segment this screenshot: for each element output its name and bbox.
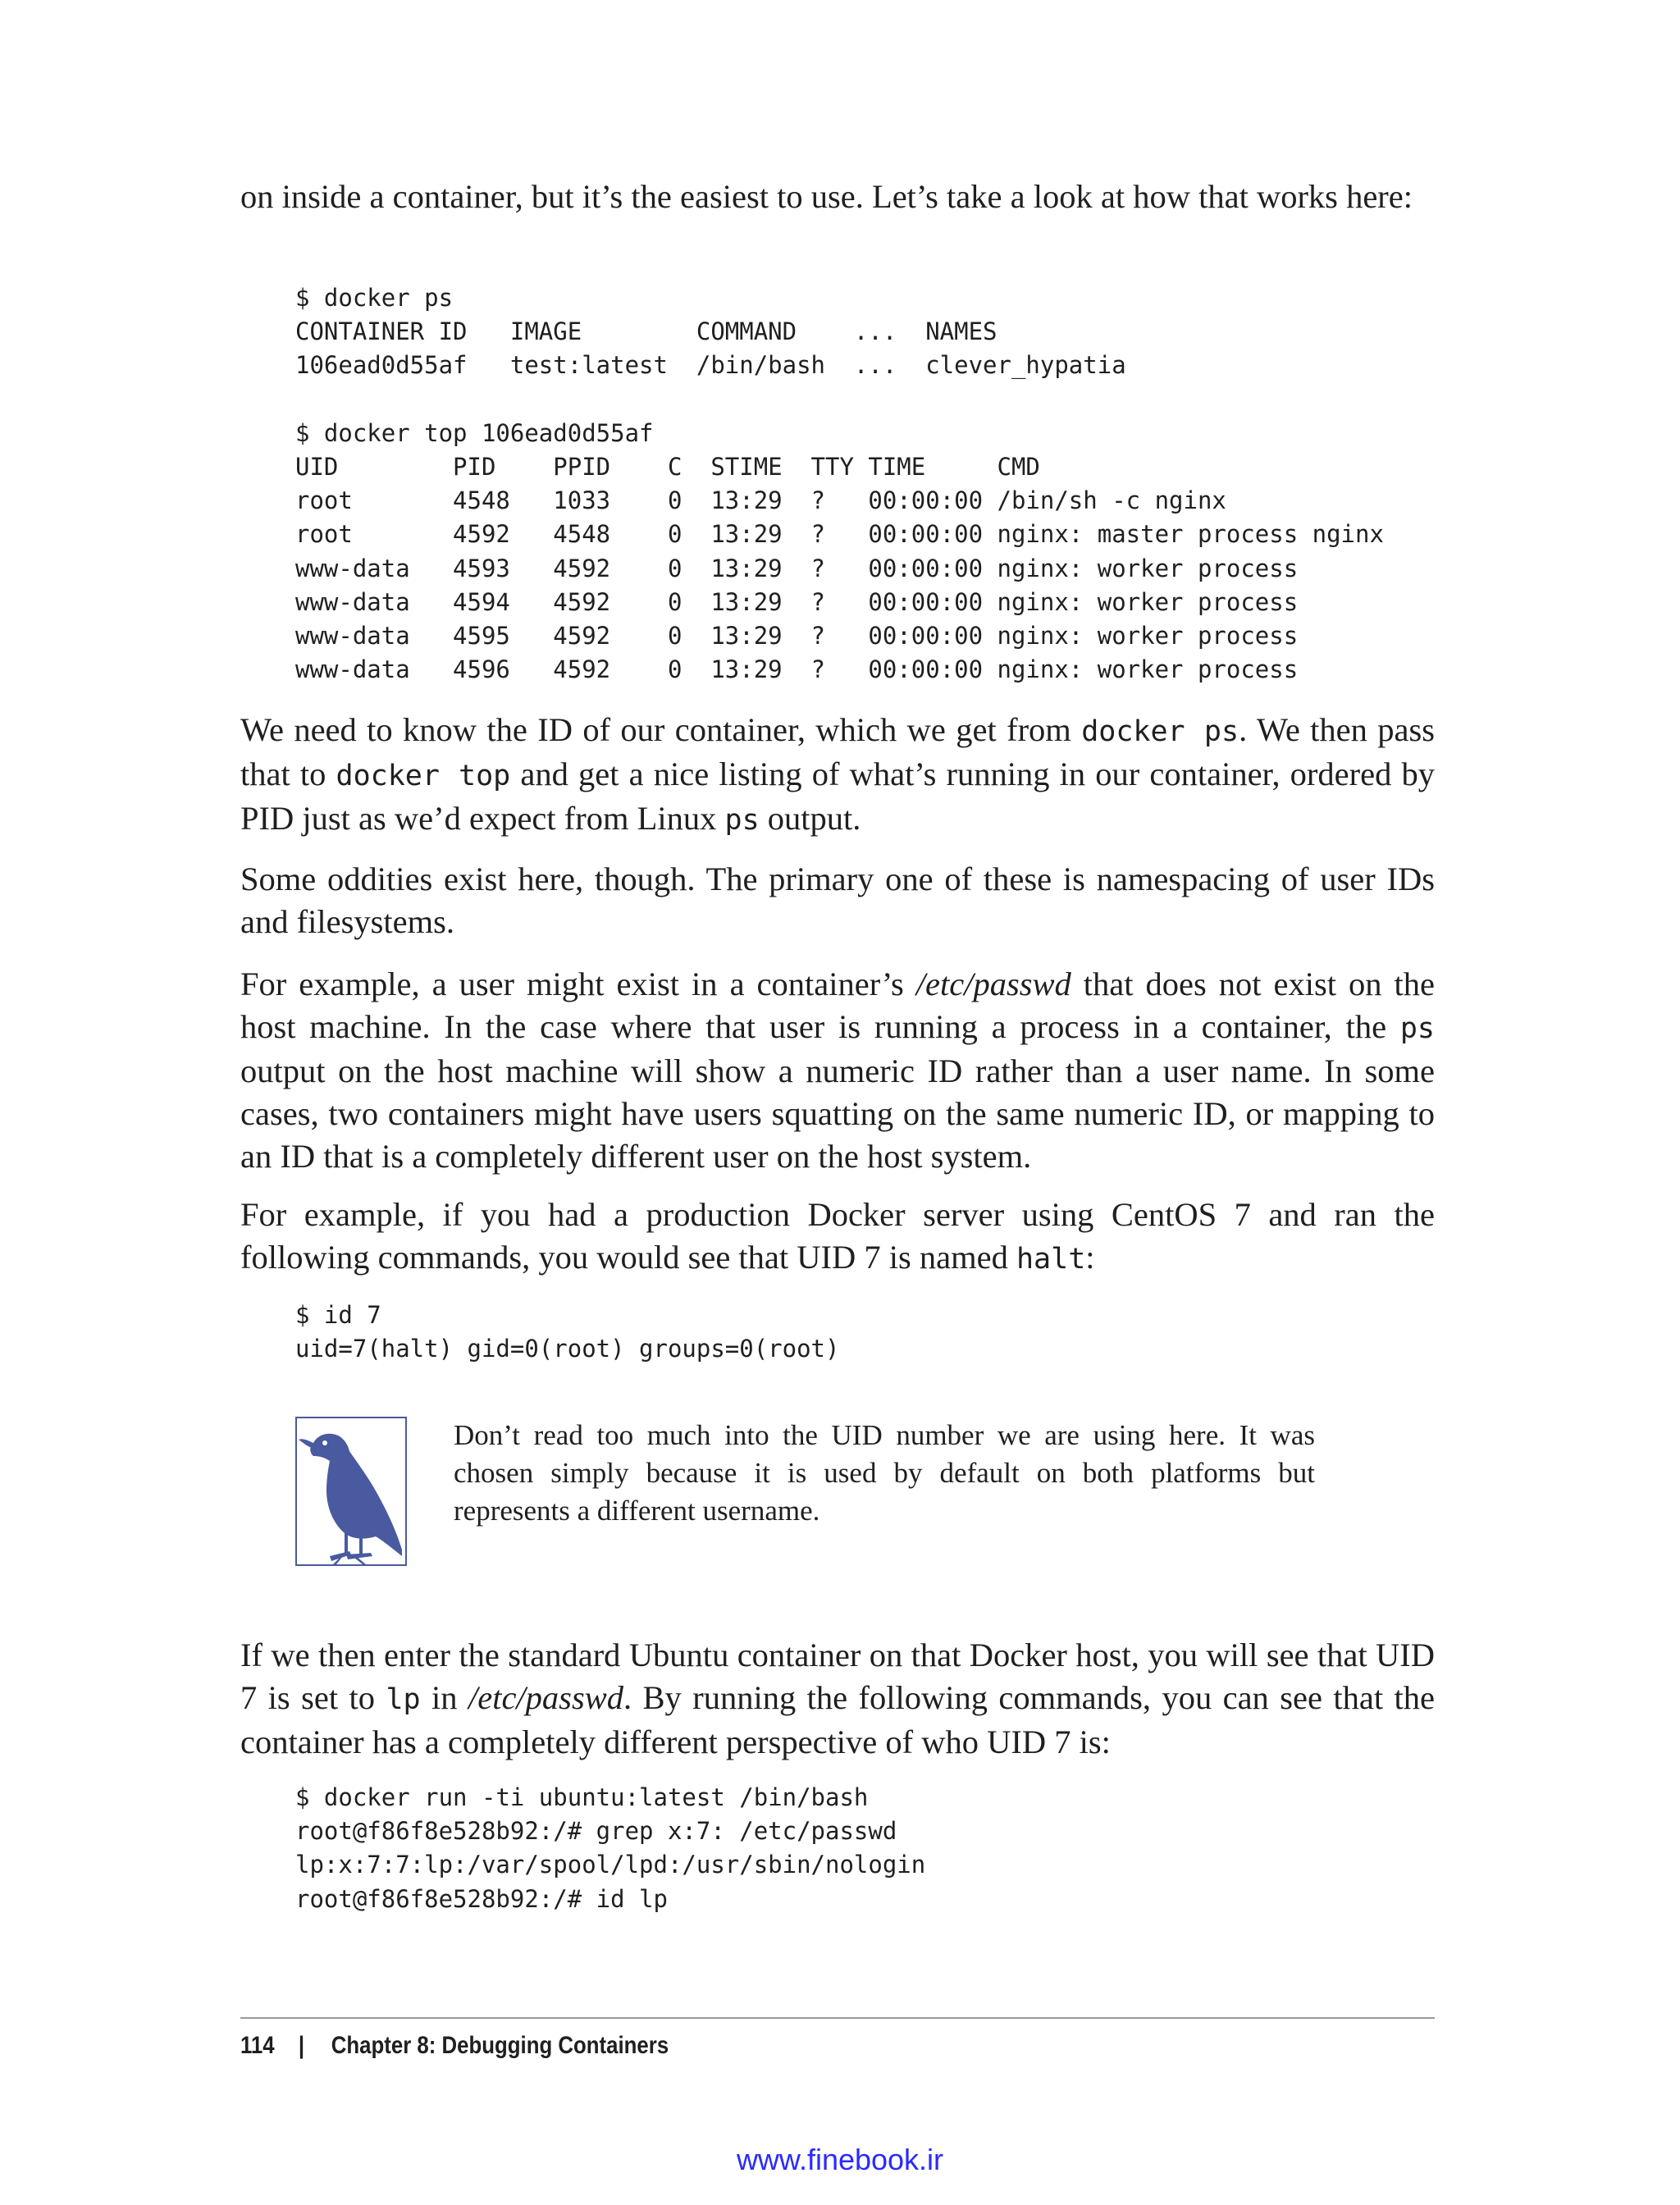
inline-code: lp [386,1683,421,1716]
code-line: root 4548 1033 0 13:29 ? 00:00:00 /bin/sh -c nginx [295,486,1226,515]
code-block-id [295,1299,839,1366]
footer-separator: | [298,2032,305,2059]
inline-code: docker top [336,760,511,792]
code-line: uid=7(halt) gid=0(root) groups=0(root) [295,1335,840,1363]
paragraph-example-passwd: For example, a user might exist in a container’s /etc/passwd that does not exist on the host machine. In the case where that user is running a process in a container, the ps output on the host machine will show a numeric ID rather than a user name. In some cases, two containers might have users squatting on the same numeric ID, or mapping to an ID that is a completely different user on the host system. [240,966,1435,1175]
code-line: www-data 4595 4592 0 13:29 ? 00:00:00 nginx: worker process [295,622,1299,651]
page-footer [240,2029,669,2062]
code-line: CONTAINER ID IMAGE COMMAND ... NAMES [295,317,998,346]
code-line: root@f86f8e528b92:/# id lp [295,1884,668,1913]
code-line: root 4592 4548 0 13:29 ? 00:00:00 nginx: master process nginx [295,520,1384,549]
code-line: lp:x:7:7:lp:/var/spool/lpd:/usr/sbin/nologin [295,1851,926,1879]
code-line: 106ead0d55af test:latest /bin/bash ... clever_hypatia [295,351,1126,380]
inline-path: /etc/passwd [468,1679,623,1716]
crow-bird-icon [295,1417,407,1566]
page-number: 114 [240,2032,275,2059]
inline-code: ps [724,804,760,837]
code-line: $ docker ps [295,284,454,312]
paragraph-example-centos: For example, if you had a production Docker server using CentOS 7 and ran the following commands, you would see that UID 7 is named halt: [240,1196,1435,1276]
code-line: $ docker run -ti ubuntu:latest /bin/bash [295,1783,869,1811]
code-line: UID PID PPID C STIME TTY TIME CMD [295,453,1040,482]
paragraph-intro: on inside a container, but it’s the easiest to use. Let’s take a look at how that works here: [240,178,1413,215]
inline-path: /etc/passwd [915,966,1071,1002]
paragraph-oddities: Some oddities exist here, though. The primary one of these is namespacing of user IDs and filesystems. [240,861,1435,940]
inline-code: halt [1016,1243,1086,1276]
code-block-docker-ps [295,281,1384,687]
chapter-title: Chapter 8: Debugging Containers [331,2032,669,2059]
code-block-docker-run [295,1781,925,1916]
code-line: $ id 7 [295,1301,381,1329]
footer-rule [240,2017,1435,2019]
note-text: Don’t read too much into the UID number we are using here. It was chosen simply because it is used by default on both platforms but represents a different username. [454,1419,1315,1527]
paragraph-ubuntu: If we then enter the standard Ubuntu container on that Docker host, you will see that UID 7 is set to lp in /etc/passwd. By running the following commands, you can see that the container has a completely different perspective of who UID 7 is: [240,1637,1435,1760]
watermark-link[interactable]: www.finebook.ir [736,2143,944,2176]
code-line: www-data 4596 4592 0 13:29 ? 00:00:00 nginx: worker process [295,655,1299,684]
code-line: $ docker top 106ead0d55af [295,418,654,447]
code-line: www-data 4593 4592 0 13:29 ? 00:00:00 nginx: worker process [295,554,1299,582]
code-line: www-data 4594 4592 0 13:29 ? 00:00:00 nginx: worker process [295,587,1299,616]
code-line: root@f86f8e528b92:/# grep x:7: /etc/passwd [295,1817,897,1846]
inline-code: ps [1399,1012,1435,1045]
inline-code: docker ps [1081,715,1239,748]
paragraph-need-id: We need to know the ID of our container, which we get from docker ps. We then pass that to docker top and get a nice listing of what’s running in our container, ordered by PID just as we’d expect from Linux ps output. [240,711,1436,837]
